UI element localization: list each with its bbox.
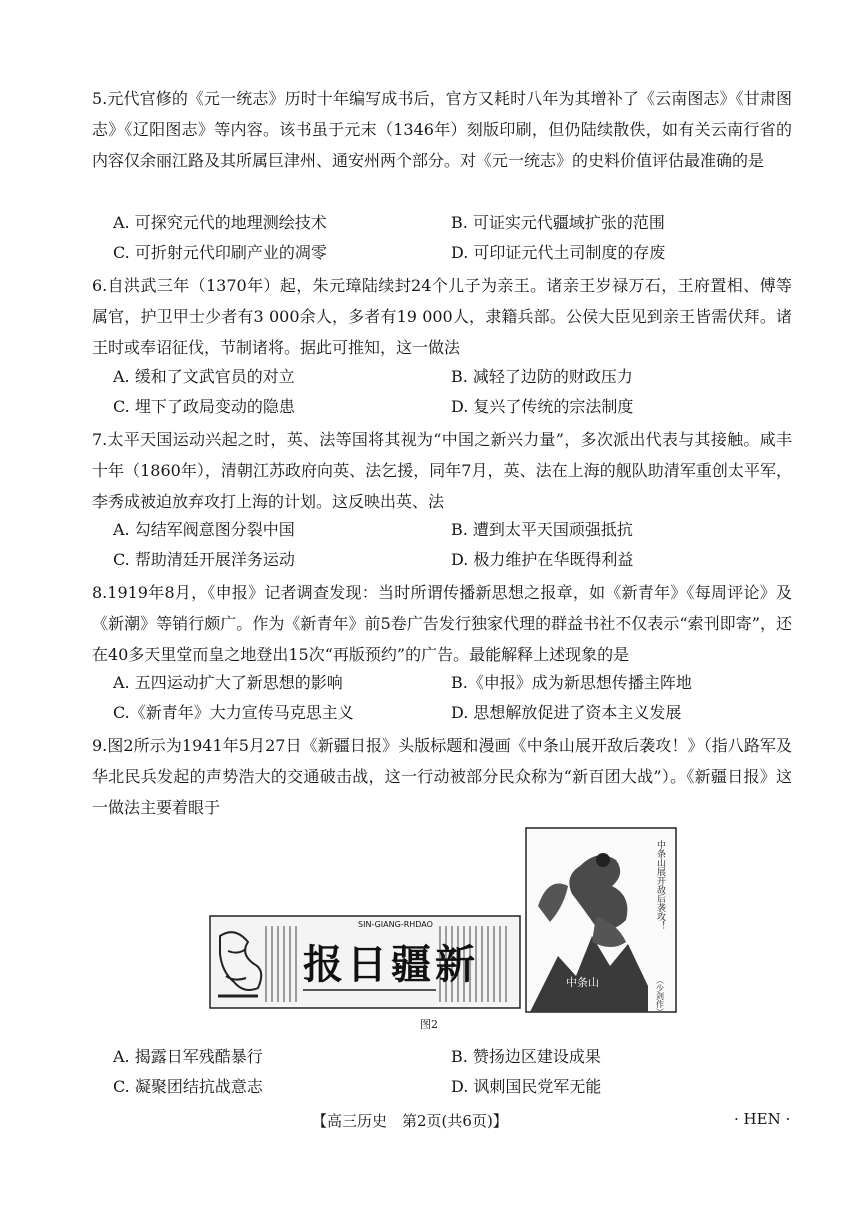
option-a: A. 勾结军阀意图分裂中国 bbox=[113, 520, 295, 539]
option-b: B. 赞扬边区建设成果 bbox=[451, 1047, 601, 1066]
option-b: B. 减轻了边防的财政压力 bbox=[451, 367, 633, 386]
option-b: B. 可证实元代疆域扩张的范围 bbox=[451, 213, 665, 232]
option-d: D. 讽刺国民党军无能 bbox=[451, 1077, 602, 1096]
question-8-options bbox=[113, 668, 793, 728]
option-b: B. 遭到太平天国顽强抵抗 bbox=[451, 520, 633, 539]
page-footer: 【高三历史 第2页(共6页)】 bbox=[312, 1112, 508, 1130]
option-a: A. 缓和了文武官员的对立 bbox=[113, 367, 295, 386]
cartoon-signature: （少剑作） bbox=[655, 976, 665, 1016]
question-9-stem: 9.图2所示为1941年5月27日《新疆日报》头版标题和漫画《中条山展开敌后袭攻！》（指八路军及华北民兵发起的声势浩大的交通破击战，这一行动被部分民众称为“新百团大战”）。《新疆日报》这一做法主要着眼于 bbox=[92, 736, 792, 817]
question-5-options bbox=[113, 208, 793, 268]
figure-2-image bbox=[208, 826, 678, 1016]
footer-code: · HEN · bbox=[734, 1110, 791, 1128]
cartoon-mountain-label: 中条山 bbox=[566, 976, 599, 989]
question-6-options bbox=[113, 362, 793, 422]
question-7-stem: 7.太平天国运动兴起之时，英、法等国将其视为“中国之新兴力量”，多次派出代表与其接触。咸丰十年（1860年），清朝江苏政府向英、法乞援，同年7月，英、法在上海的舰队助清军重创太平军，李秀成被迫放弃攻打上海的计划。这反映出英、法 bbox=[92, 430, 792, 511]
option-d: D. 思想解放促进了资本主义发展 bbox=[451, 703, 682, 722]
masthead-title: 报日疆新 bbox=[303, 941, 479, 988]
option-c: C. 凝聚团结抗战意志 bbox=[113, 1077, 263, 1096]
option-d: D. 可印证元代土司制度的存废 bbox=[451, 243, 666, 262]
option-a: A. 揭露日军残酷暴行 bbox=[113, 1047, 263, 1066]
question-8-stem: 8.1919年8月，《申报》记者调查发现：当时所谓传播新思想之报章，如《新青年》《每周评论》及《新潮》等销行颇广。作为《新青年》前5卷广告发行独家代理的群益书社不仅表示“索刊即寄”，还在40多天里堂而皇之地登出15次“再版预约”的广告。最能解释上述现象的是 bbox=[92, 583, 792, 664]
question-6-stem: 6.自洪武三年（1370年）起，朱元璋陆续封24个儿子为亲王。诸亲王岁禄万石，王府置相、傅等属官，护卫甲士少者有3 000余人，多者有19 000人，隶籍兵部。公侯大臣见到亲王皆需伏拜。诸王时或奉诏征伐，节制诸将。据此可推知，这一做法 bbox=[92, 276, 792, 357]
option-c: C. 可折射元代印刷产业的凋零 bbox=[113, 243, 327, 262]
option-d: D. 复兴了传统的宗法制度 bbox=[451, 397, 634, 416]
option-a: A. 可探究元代的地理测绘技术 bbox=[113, 213, 327, 232]
option-b: B.《申报》成为新思想传播主阵地 bbox=[451, 673, 692, 692]
question-7-options bbox=[113, 515, 793, 575]
option-a: A. 五四运动扩大了新思想的影响 bbox=[113, 673, 343, 692]
cartoon-side-text: 中条山展开敌后袭攻！ bbox=[655, 840, 665, 930]
masthead-romanization: SIN-GIANG-RHDAO bbox=[358, 920, 433, 929]
option-c: C.《新青年》大力宣传马克思主义 bbox=[113, 703, 354, 722]
figure-2 bbox=[208, 826, 678, 1016]
option-c: C. 埋下了政局变动的隐患 bbox=[113, 397, 295, 416]
option-d: D. 极力维护在华既得利益 bbox=[451, 550, 634, 569]
figure-caption: 图2 bbox=[420, 1018, 438, 1031]
question-9-options bbox=[113, 1042, 793, 1102]
option-c: C. 帮助清廷开展洋务运动 bbox=[113, 550, 295, 569]
question-5-stem: 5.元代官修的《元一统志》历时十年编写成书后，官方又耗时八年为其增补了《云南图志》《甘肃图志》《辽阳图志》等内容。该书虽于元末（1346年）刻版印刷，但仍陆续散佚，如有关云南行省的内容仅余丽江路及其所属巨津州、通安州两个部分。对《元一统志》的史料价值评估最准确的是 bbox=[92, 89, 792, 170]
